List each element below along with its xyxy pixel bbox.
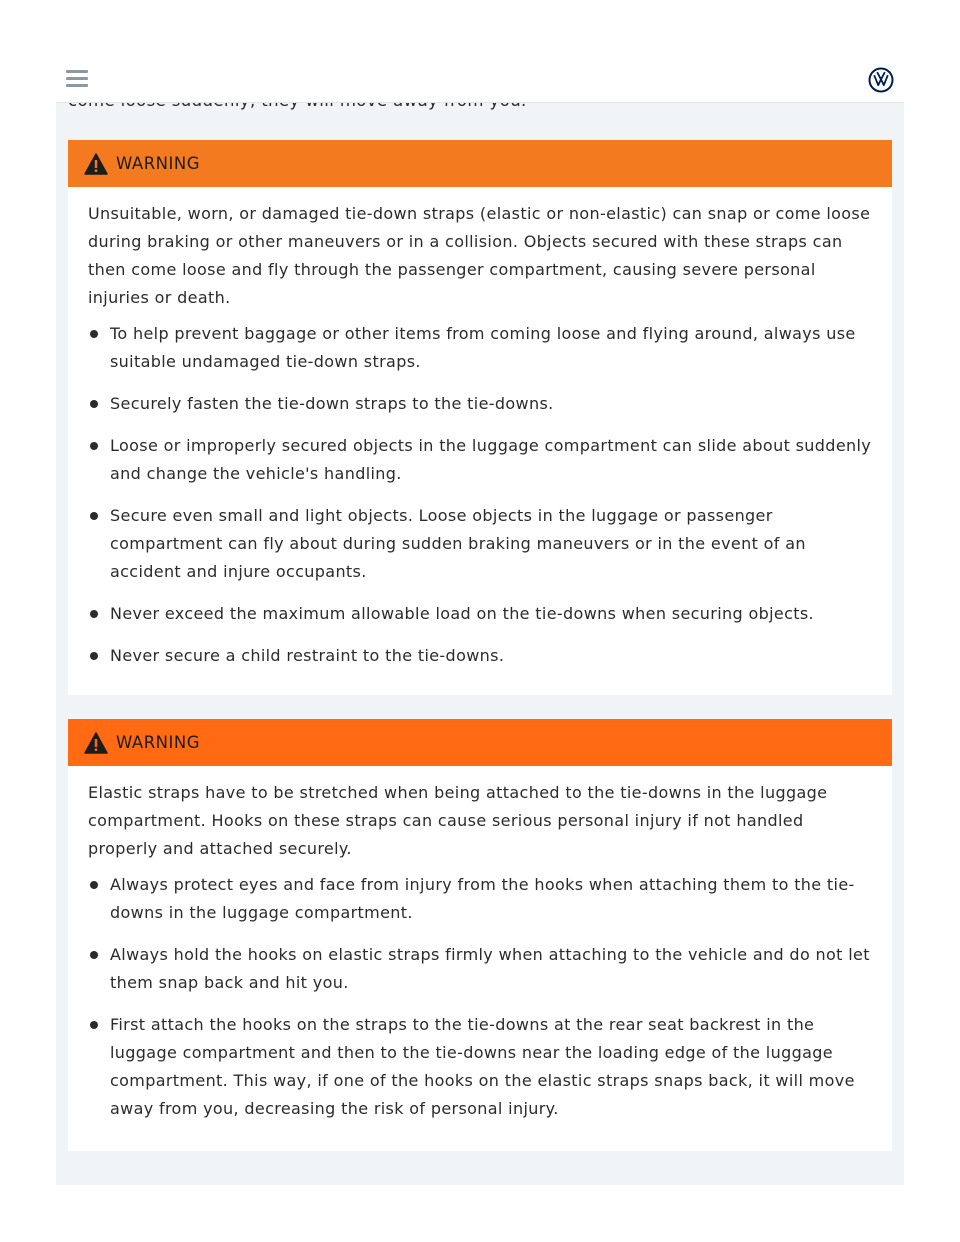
list-item: Never secure a child restraint to the tie-downs.: [88, 642, 878, 670]
bullet-icon: [90, 652, 98, 660]
warning-intro: Elastic straps have to be stretched when being attached to the tie-downs in the luggage compartment. Hooks on these straps can cause serious personal injury if not handled properly and attached securely.: [88, 783, 828, 858]
bullet-icon: [90, 1021, 98, 1029]
warning-box-1: [68, 140, 892, 695]
warning-box-2: [68, 719, 892, 1151]
top-bar: [56, 62, 904, 103]
list-item: First attach the hooks on the straps to the tie-downs at the rear seat backrest in the luggage compartment and then to the tie-downs near the loading edge of the luggage compartment. This way, if one of the hooks on the elastic straps snaps back, it will move away from you, decreasing the risk of personal injury.: [88, 1011, 878, 1123]
bullet-icon: [90, 610, 98, 618]
list-item: Loose or improperly secured objects in the luggage compartment can slide about suddenly and change the vehicle's handling.: [88, 432, 878, 488]
bullet-icon: [90, 512, 98, 520]
warning-triangle-icon: [84, 732, 108, 754]
bullet-icon: [90, 881, 98, 889]
bullet-icon: [90, 951, 98, 959]
warning-list: [88, 320, 878, 670]
list-item: Secure even small and light objects. Loose objects in the luggage or passenger compartment can fly about during sudden braking maneuvers or in the event of an accident and injure occupants.: [88, 502, 878, 586]
warning-title: WARNING: [116, 154, 201, 173]
warning-list: [88, 871, 878, 1123]
warning-intro: Unsuitable, worn, or damaged tie-down straps (elastic or non-elastic) can snap or come loose during braking or other maneuvers or in a collision. Objects secured with these straps can then come loose and fly through the passenger compartment, causing severe personal injuries or death.: [88, 204, 871, 307]
list-item: To help prevent baggage or other items from coming loose and flying around, always use suitable undamaged tie-down straps.: [88, 320, 878, 376]
list-item: Never exceed the maximum allowable load on the tie-downs when securing objects.: [88, 600, 878, 628]
bullet-icon: [90, 400, 98, 408]
hamburger-menu-icon[interactable]: [66, 70, 88, 88]
vw-logo-icon[interactable]: [868, 67, 894, 93]
warning-header: [68, 140, 892, 187]
warning-body: [68, 187, 892, 670]
warning-body: [68, 766, 892, 1123]
warning-title: WARNING: [116, 733, 201, 752]
bullet-icon: [90, 442, 98, 450]
warning-triangle-icon: [84, 153, 108, 175]
list-item: Securely fasten the tie-down straps to the tie-downs.: [88, 390, 878, 418]
list-item: Always protect eyes and face from injury from the hooks when attaching them to the tie-downs in the luggage compartment.: [88, 871, 878, 927]
warning-header: [68, 719, 892, 766]
bullet-icon: [90, 330, 98, 338]
list-item: Always hold the hooks on elastic straps firmly when attaching to the vehicle and do not let them snap back and hit you.: [88, 941, 878, 997]
